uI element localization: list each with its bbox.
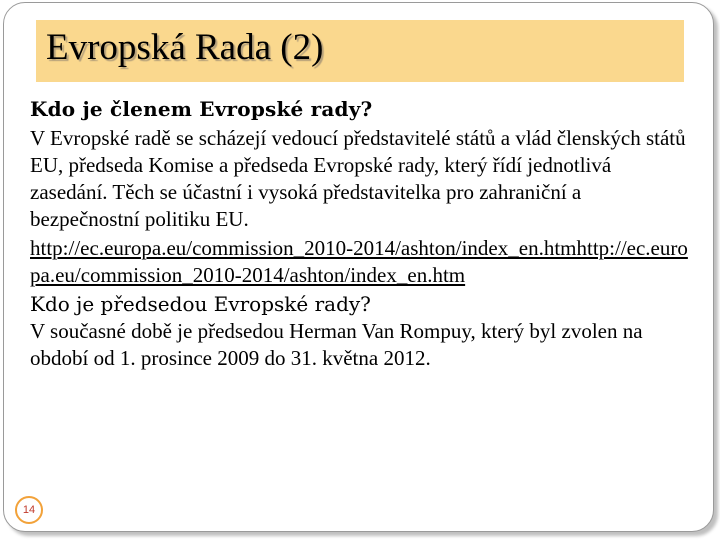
page-number-badge xyxy=(15,496,43,524)
slide-title: Evropská Rada (2) xyxy=(46,27,324,68)
question-members: Kdo je členem Evropské rady? xyxy=(30,97,373,121)
page-number: 14 xyxy=(22,504,36,516)
paragraph-president: V současné době je předsedou Herman Van Rompuy, který byl zvolen na období od 1. prosince 2009 do 31. května 2012. xyxy=(30,319,643,370)
ashton-link[interactable]: http://ec.europa.eu/commission_2010-2014/ashton/index_en.htmhttp://ec.europa.eu/commission_2010-2014/ashton/index_en.htm xyxy=(30,236,688,287)
title-banner xyxy=(36,20,684,82)
question-president: Kdo je předsedou Evropské rady? xyxy=(30,292,371,316)
paragraph-members: V Evropské radě se scházejí vedoucí představitelé států a vlád členských států EU, předseda Komise a předseda Evropské rady, který řídí jednotlivá zasedání. Těch se účastní i vysoká představitelka pro zahraniční a bezpečnostní politiku EU. xyxy=(30,126,686,231)
slide-content xyxy=(30,96,690,374)
